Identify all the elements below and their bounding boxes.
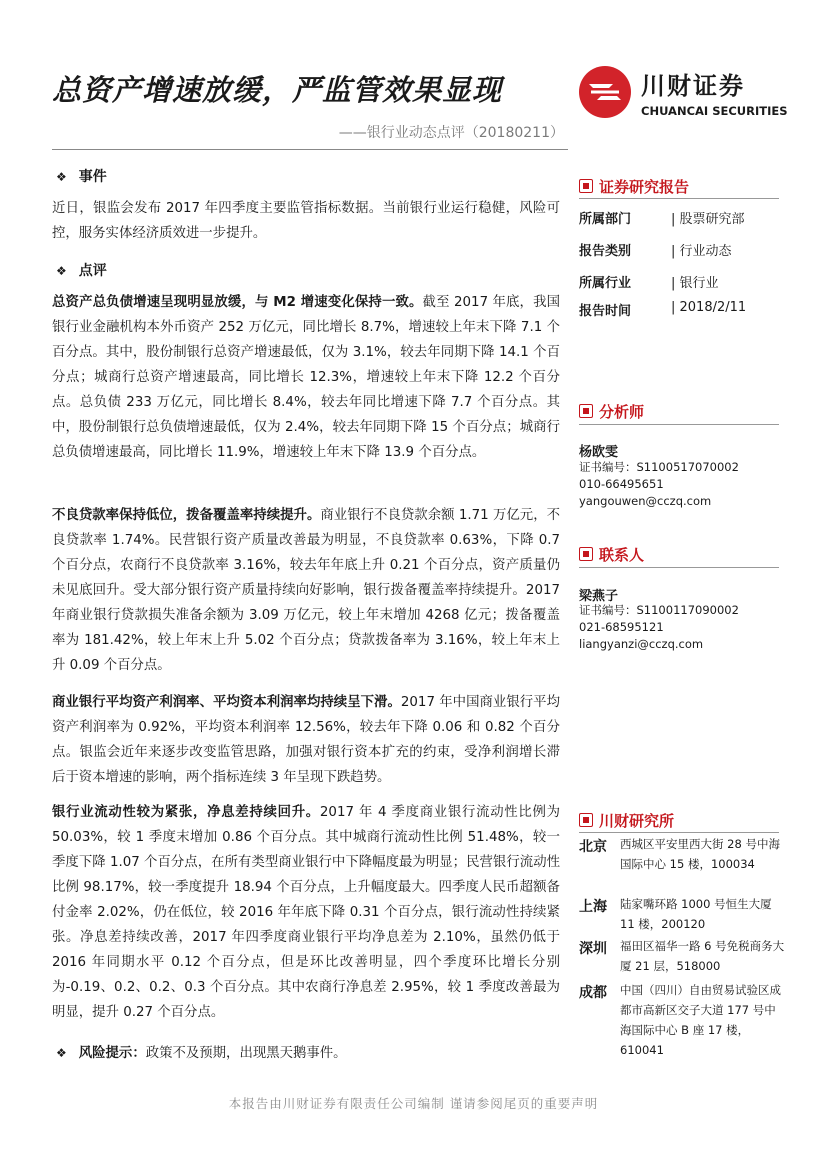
- sidebar-divider: [579, 198, 779, 199]
- info-label-industry: 所属行业: [579, 276, 632, 291]
- page-footer: 本报告由川财证券有限责任公司编制 谨请参阅尾页的重要声明: [228, 1096, 599, 1111]
- info-label-category: 报告类别: [579, 244, 632, 259]
- paragraph-body: 商业银行不良贷款余额 1.71 万亿元，不良贷款率 1.74%。民营银行资产质量改善最为明显，不良贷款率 0.63%，下降 0.7 个百分点，农商行不良贷款率 3.16%，较去年年底上升 0.21 个百分点，资产质量仍未见底回升。受大部分银行资产质量持续向好影响，银行拨备覆盖率持续提升。2017 年商业银行贷款损失准备余额为 3.09 万亿元，较上年末增加 4268 亿元；拨备覆盖率为 181.42%，较上年末上升 5.02 个百分点；贷款拨备率为 3.16%，较上年末上升 0.09 个百分点。: [52, 508, 561, 673]
- paragraph-body: 2017 年 4 季度商业银行流动性比例为 50.03%，较 1 季度末增加 0.86 个百分点。其中城商行流动性比例 51.48%，较一季度下降 1.07 个百分点，在所有类型商业银行中下降幅度最为明显；民营银行流动性比例 98.17%，较一季度提升 18.94 个百分点，上升幅度最大。四季度人民币超额备付金率 2.02%，仍在低位，较 2016 年年底下降 0.31 个百分点，银行流动性持续紧张。净息差持续改善，2017 年四季度商业银行平均净息差为 2.10%，虽然仍低于 2016 年同期水平 0.12 个百分点，但是环比改善明显，四个季度环比增长分别为-0.19、0.2、0.2、0.3 个百分点。其中农商行净息差 2.95%，较 1 季度改善最为明显，提升 0.27 个百分点。: [52, 805, 560, 1020]
- contact-heading: 联系人: [579, 544, 644, 565]
- contact-phone: 021-68595121: [579, 620, 664, 634]
- header-divider: [52, 149, 568, 150]
- company-name-cn: 川财证券: [641, 72, 745, 100]
- risk-label: 风险提示：: [78, 1046, 146, 1061]
- report-heading: 证券研究报告: [579, 176, 689, 197]
- office-city-shenzhen: 深圳: [579, 941, 607, 957]
- paragraph-assets: [52, 290, 560, 465]
- section-marker-icon: [579, 404, 593, 418]
- risk-warning: [56, 1042, 347, 1061]
- page-title: 总资产增速放缓，严监管效果显现: [52, 73, 503, 107]
- page-subtitle: ——银行业动态点评（20180211）: [338, 125, 564, 141]
- analyst-cert: 证书编号：S1100517070002: [579, 460, 739, 474]
- paragraph-npl: [52, 503, 560, 678]
- section-marker-icon: [579, 813, 593, 827]
- paragraph-lead: 银行业流动性较为紧张，净息差持续回升。: [52, 805, 320, 820]
- diamond-bullet-icon: ❖: [56, 1046, 67, 1060]
- info-value-industry: | 银行业: [671, 276, 719, 291]
- risk-text: 政策不及预期，出现黑天鹅事件。: [145, 1046, 347, 1061]
- paragraph-lead: 总资产总负债增速呈现明显放缓，与 M2 增速变化保持一致。: [52, 295, 423, 310]
- company-name-en: CHUANCAI SECURITIES: [641, 104, 788, 118]
- institute-heading: 川财研究所: [579, 810, 674, 831]
- paragraph-lead: 不良贷款率保持低位，拨备覆盖率持续提升。: [52, 508, 321, 523]
- diamond-bullet-icon: ❖: [56, 264, 67, 278]
- event-heading: ❖ 事件: [56, 169, 107, 185]
- office-address-shenzhen: 福田区福华一路 6 号免税商务大厦 21 层，518000: [620, 939, 785, 973]
- info-value-category: | 行业动态: [671, 244, 732, 259]
- office-address-beijing: 西城区平安里西大街 28 号中海国际中心 15 楼，100034: [620, 837, 780, 871]
- section-marker-icon: [579, 179, 593, 193]
- comment-heading: ❖ 点评: [56, 263, 107, 279]
- office-address-shanghai: 陆家嘴环路 1000 号恒生大厦 11 楼，200120: [620, 897, 772, 931]
- analyst-phone: 010-66495651: [579, 477, 664, 491]
- analyst-name: 杨欧雯: [579, 445, 619, 460]
- paragraph-profitability: [52, 690, 560, 790]
- office-address-chengdu: 中国（四川）自由贸易试验区成都市高新区交子大道 177 号中海国际中心 B 座 17 楼，610041: [620, 983, 781, 1057]
- diamond-bullet-icon: ❖: [56, 170, 67, 184]
- info-value-date: | 2018/2/11: [671, 300, 747, 315]
- paragraph-body: 截至 2017 年底，我国银行业金融机构本外币资产 252 万亿元，同比增长 8.7%，增速较上年末下降 7.1 个百分点。其中，股份制银行总资产增速最低，仅为 3.1%，较去年同期下降 14.1 个百分点；城商行总资产增速最高，同比增长 12.3%，增速较上年末下降 12.2 个百分点。总负债 233 万亿元，同比增长 8.4%，较去年同比增速下降 7.7 个百分点。其中，股份制银行总负债增速最低，仅为 2.4%，较去年同期下降 15 个百分点；城商行总负债增速最高，同比增长 11.9%，增速较上年末下降 13.9 个百分点。: [52, 295, 561, 460]
- paragraph-body: 2017 年中国商业银行平均资产利润率为 0.92%，平均资本利润率 12.56%，较去年下降 0.06 和 0.82 个百分点。银监会近年来逐步改变监管思路，加强对银行资本扩充的约束，受净利润增长滞后于资本增速的影响，两个指标连续 3 年呈现下跌趋势。: [52, 695, 560, 785]
- office-city-chengdu: 成都: [579, 985, 607, 1001]
- company-logo-icon: [579, 66, 631, 118]
- sidebar-divider: [579, 567, 779, 568]
- info-label-department: 所属部门: [579, 212, 632, 227]
- contact-name: 梁燕子: [579, 589, 619, 604]
- contact-cert: 证书编号：S1100117090002: [579, 603, 739, 617]
- sidebar-divider: [579, 832, 779, 833]
- analyst-heading: 分析师: [579, 401, 644, 422]
- office-city-shanghai: 上海: [579, 899, 607, 915]
- paragraph-liquidity: [52, 800, 560, 1025]
- office-city-beijing: 北京: [579, 839, 607, 855]
- paragraph-lead: 商业银行平均资产利润率、平均资本利润率均持续呈下滑。: [52, 695, 401, 710]
- event-paragraph: 近日，银监会发布 2017 年四季度主要监管指标数据。当前银行业运行稳健，风险可控，服务实体经济质效进一步提升。: [52, 201, 560, 241]
- contact-email[interactable]: liangyanzi@cczq.com: [579, 637, 704, 651]
- sidebar-divider: [579, 424, 779, 425]
- info-value-department: | 股票研究部: [671, 212, 745, 227]
- section-marker-icon: [579, 547, 593, 561]
- analyst-email[interactable]: yangouwen@cczq.com: [579, 494, 712, 508]
- info-label-date: 报告时间: [579, 304, 632, 319]
